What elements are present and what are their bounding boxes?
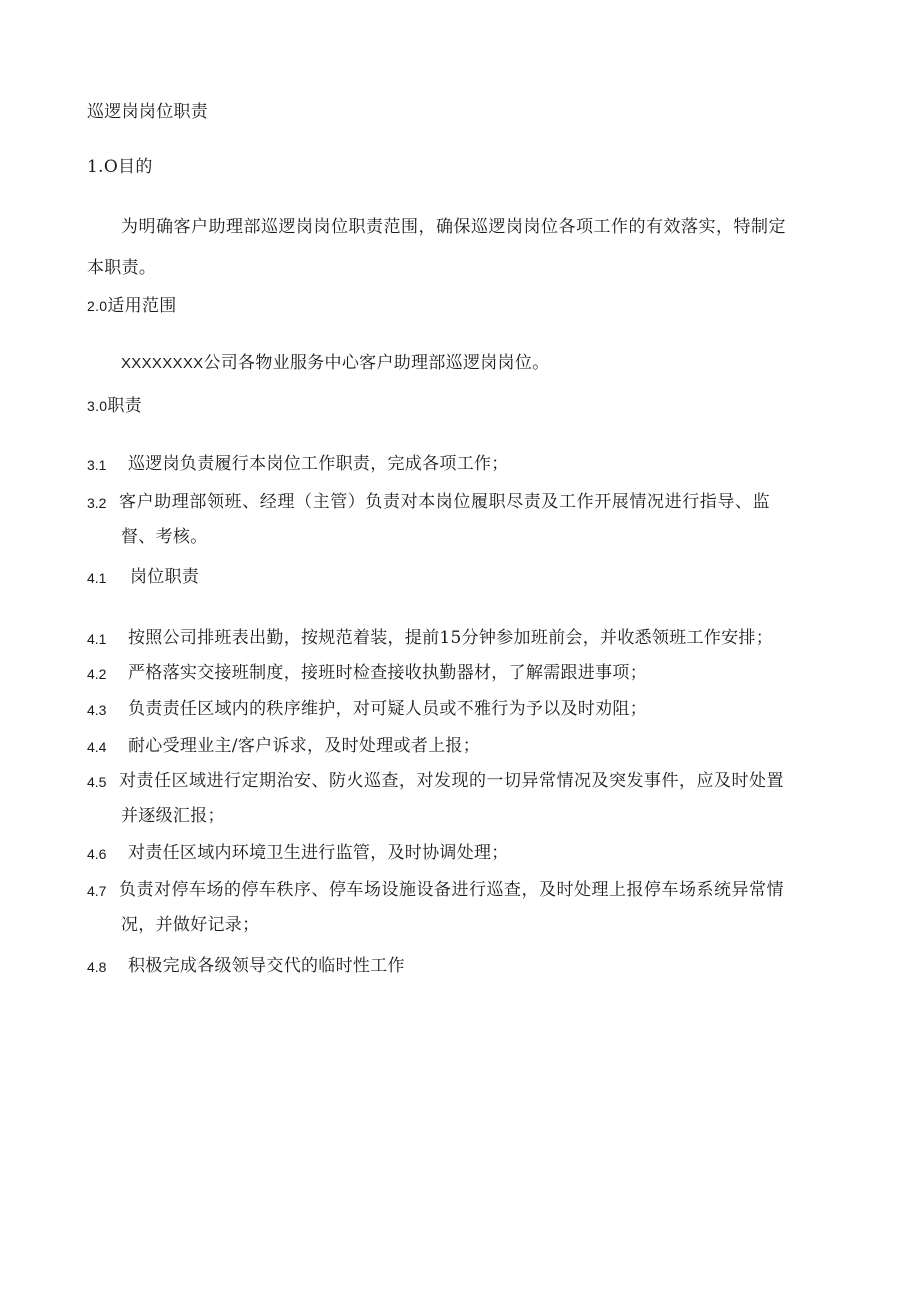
list-item-text: 严格落实交接班制度，接班时检查接收执勤器材，了解需跟进事项； (128, 663, 647, 683)
list-item-text: 耐心受理业主/客户诉求，及时处理或者上报； (128, 736, 481, 756)
list-item-number: 4.6 (87, 846, 107, 862)
list-item-number: 4.2 (87, 666, 107, 682)
list-item-text-continued: 督、考核。 (121, 527, 208, 547)
list-item-text-continued: 况，并做好记录； (121, 915, 260, 935)
purpose-paragraph-line-1: 为明确客户助理部巡逻岗岗位职责范围，确保巡逻岗岗位各项工作的有效落实，特制定 (121, 217, 786, 237)
list-item-text: 按照公司排班表出勤，按规范着装，提前15分钟参加班前会，并收悉领班工作安排； (128, 628, 774, 648)
purpose-paragraph-line-2: 本职责。 (87, 258, 157, 278)
list-item-number: 4.7 (87, 883, 107, 899)
list-item-number: 4.5 (87, 774, 107, 790)
list-item-number: 4.1 (87, 631, 107, 647)
list-item-text: 负责责任区域内的秩序维护，对可疑人员或不雅行为予以及时劝阻； (128, 699, 647, 719)
responsibility-heading-number: 3.0 (87, 398, 108, 414)
section-purpose-heading: 1.O目的 (87, 157, 153, 177)
scope-heading-text: 适用范围 (107, 296, 177, 316)
section-duties-heading: 岗位职责 (130, 567, 200, 587)
scope-text: 公司各物业服务中心客户助理部巡逻岗岗位。 (203, 353, 550, 373)
scope-heading-number: 2.0 (87, 298, 108, 314)
section-duties-number: 4.1 (87, 570, 107, 586)
list-item-text-continued: 并逐级汇报； (121, 806, 225, 826)
list-item-text: 负责对停车场的停车秩序、停车场设施设备进行巡查，及时处理上报停车场系统异常情 (119, 880, 784, 900)
list-item-text: 客户助理部领班、经理（主管）负责对本岗位履职尽责及工作开展情况进行指导、监 (119, 492, 771, 512)
scope-paragraph (121, 355, 549, 372)
scope-company-name: XXXXXXXX (121, 355, 204, 372)
document-title: 巡逻岗岗位职责 (87, 102, 209, 122)
section-responsibility-heading (87, 398, 142, 415)
list-item-text: 积极完成各级领导交代的临时性工作 (128, 956, 405, 976)
section-scope-heading (87, 298, 177, 315)
list-item-text: 对责任区域内环境卫生进行监管，及时协调处理； (128, 843, 509, 863)
responsibility-heading-text: 职责 (107, 396, 142, 416)
list-item-number: 3.2 (87, 495, 107, 511)
list-item-number: 3.1 (87, 457, 107, 473)
list-item-text: 对责任区域进行定期治安、防火巡查，对发现的一切异常情况及突发事件，应及时处置 (119, 771, 784, 791)
list-item-text: 巡逻岗负责履行本岗位工作职责，完成各项工作； (128, 454, 509, 474)
list-item-number: 4.4 (87, 739, 107, 755)
list-item-number: 4.8 (87, 959, 107, 975)
list-item-number: 4.3 (87, 702, 107, 718)
